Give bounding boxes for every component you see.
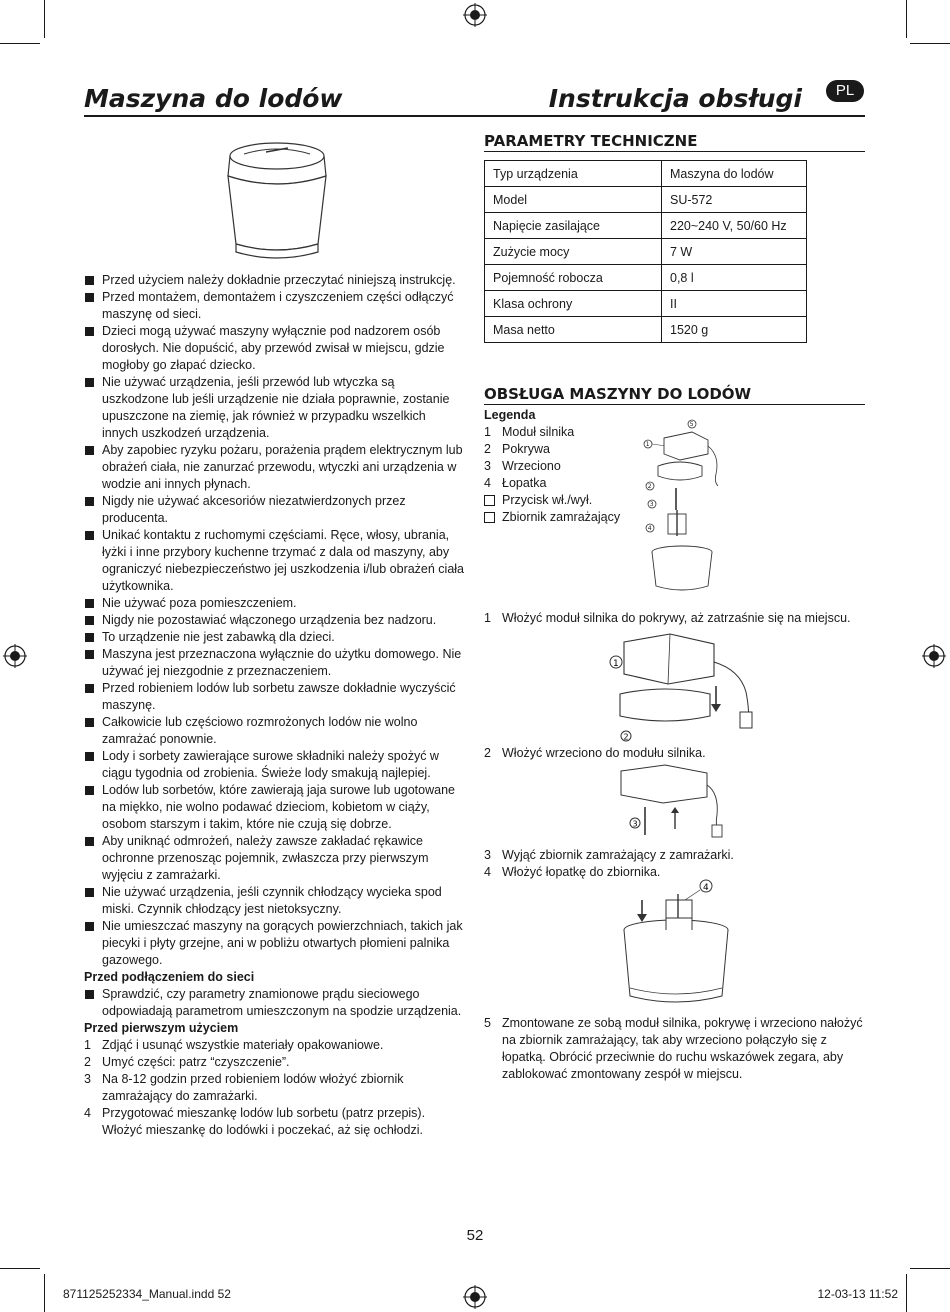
registration-mark-icon bbox=[463, 3, 487, 27]
table-row: Pojemność robocza 0,8 l bbox=[485, 265, 807, 291]
footer-filename: 871125252334_Manual.indd 52 bbox=[63, 1287, 231, 1301]
exploded-view-illustration bbox=[630, 418, 740, 596]
registration-mark-icon bbox=[3, 644, 27, 668]
table-row: Model SU-572 bbox=[485, 187, 807, 213]
list-item: Unikać kontaktu z ruchomymi częściami. Ręce, włosy, ubrania, łyżki i inne przybory kuchenne trzymać z dala od maszyny, aby ograniczyć niebezpieczeństwo jej uszkodzenia i/lub obrażeń ciała użytkownika. bbox=[84, 527, 464, 595]
list-item: Nie używać urządzenia, jeśli przewód lub wtyczka są uszkodzone lub jeśli urządzenie nie działa poprawnie, zostanie upuszczone na ziemię, jak również w przypadku wszelkich innych uszkodzeń urządzenia. bbox=[84, 374, 464, 442]
list-item: Sprawdzić, czy parametry znamionowe prądu sieciowego odpowiadają parametrom umieszczonym na spodzie urządzenia. bbox=[84, 986, 464, 1020]
list-item: Przed użyciem należy dokładnie przeczytać niniejszą instrukcję. bbox=[84, 272, 464, 289]
operation-step-1 bbox=[484, 610, 865, 627]
crop-mark bbox=[0, 43, 40, 44]
list-item: Nigdy nie pozostawiać włączonego urządzenia bez nadzoru. bbox=[84, 612, 464, 629]
document-title: Maszyna do lodów bbox=[84, 84, 343, 113]
specs-table bbox=[484, 160, 807, 343]
operation-step-2 bbox=[484, 745, 865, 762]
list-item: Dzieci mogą używać maszyny wyłącznie pod nadzorem osób dorosłych. Nie dopuścić, aby przewód zwisał w miejscu, gdzie mogłoby go złapać dziecko. bbox=[84, 323, 464, 374]
language-badge: PL bbox=[826, 80, 864, 102]
list-item: Maszyna jest przeznaczona wyłącznie do użytku domowego. Nie używać jej niezgodnie z przeznaczeniem. bbox=[84, 646, 464, 680]
operation-steps-3-4 bbox=[484, 847, 865, 881]
footer-timestamp: 12-03-13 11:52 bbox=[817, 1287, 898, 1301]
list-item: 2 Pokrywa bbox=[484, 442, 550, 456]
crop-mark bbox=[906, 0, 907, 38]
list-item: 3 Wyjąć zbiornik zamrażający z zamrażarki. bbox=[484, 848, 734, 862]
list-item: Lody i sorbety zawierające surowe składniki należy spożyć w ciągu tygodnia od zrobienia. Świeże lody smakują najlepiej. bbox=[84, 748, 464, 782]
list-item: Nie używać urządzenia, jeśli czynnik chłodzący wycieka spod miski. Czynnik chłodzący jest nietoksyczny. bbox=[84, 884, 464, 918]
list-item: 3 Wrzeciono bbox=[484, 459, 561, 473]
list-item: Przed robieniem lodów lub sorbetu zawsze dokładnie wyczyścić maszynę. bbox=[84, 680, 464, 714]
operation-rule bbox=[484, 404, 865, 405]
table-row: Typ urządzenia Maszyna do lodów bbox=[485, 161, 807, 187]
operation-heading: OBSŁUGA MASZYNY DO LODÓW bbox=[484, 385, 752, 403]
list-item: 1 Moduł silnika bbox=[484, 425, 575, 439]
svg-text:1: 1 bbox=[645, 441, 650, 448]
specs-rule bbox=[484, 151, 865, 152]
svg-text:4: 4 bbox=[703, 883, 709, 893]
page-number: 52 bbox=[466, 1227, 484, 1244]
crop-mark bbox=[910, 1268, 950, 1269]
list-item: 2 Umyć części: patrz “czyszczenie”. bbox=[84, 1055, 290, 1069]
crop-mark bbox=[906, 1274, 907, 1312]
registration-mark-icon bbox=[463, 1285, 487, 1309]
step-2-illustration bbox=[615, 763, 735, 843]
list-item: 1 Włożyć moduł silnika do pokrywy, aż zatrzaśnie się na miejscu. bbox=[484, 611, 851, 625]
crop-mark bbox=[910, 43, 950, 44]
list-item: 1 Zdjąć i usunąć wszystkie materiały opakowaniowe. bbox=[84, 1038, 384, 1052]
svg-text:4: 4 bbox=[647, 525, 652, 532]
list-item: Aby zapobiec ryzyku pożaru, porażenia prądem elektrycznym lub obrażeń ciała, nie zanurzać przewodu, wtyczki ani urządzenia w wodzie ani innych płynach. bbox=[84, 442, 464, 493]
list-item: Zbiornik zamrażający bbox=[484, 509, 644, 526]
ice-cream-maker-illustration bbox=[222, 136, 332, 260]
legend-heading: Legenda bbox=[484, 408, 536, 422]
list-item: Lodów lub sorbetów, które zawierają jaja surowe lub ugotowane na miękko, nie wolno podawać dzieciom, kobietom w ciąży, osobom starszym i takim, które nie czują się dobrze. bbox=[84, 782, 464, 833]
legend-list bbox=[484, 424, 644, 492]
step-1-illustration bbox=[600, 632, 770, 742]
step-4-illustration bbox=[618, 878, 736, 1010]
before-first-use-heading: Przed pierwszym użyciem bbox=[84, 1021, 239, 1035]
svg-text:1: 1 bbox=[613, 659, 619, 669]
list-item: 4 Włożyć łopatkę do zbiornika. bbox=[484, 865, 661, 879]
svg-text:3: 3 bbox=[649, 501, 654, 508]
table-row: Klasa ochrony II bbox=[485, 291, 807, 317]
list-item: Całkowicie lub częściowo rozmrożonych lodów nie wolno zamrażać ponownie. bbox=[84, 714, 464, 748]
crop-mark bbox=[44, 0, 45, 38]
list-item: Aby uniknąć odmrożeń, należy zawsze zakładać rękawice ochronne przenosząc pojemnik, zwłaszcza przy pierwszym wyjęciu z zamrażarki. bbox=[84, 833, 464, 884]
before-connect-list bbox=[84, 986, 464, 1020]
header-rule bbox=[84, 115, 865, 117]
crop-mark bbox=[44, 1274, 45, 1312]
registration-mark-icon bbox=[922, 644, 946, 668]
list-item: Przed montażem, demontażem i czyszczeniem części odłączyć maszynę od sieci. bbox=[84, 289, 464, 323]
svg-text:5: 5 bbox=[689, 421, 694, 428]
list-item: Nie używać poza pomieszczeniem. bbox=[84, 595, 464, 612]
svg-text:3: 3 bbox=[632, 819, 638, 829]
list-item: Przycisk wł./wył. bbox=[484, 492, 644, 509]
table-row: Napięcie zasilające 220~240 V, 50/60 Hz bbox=[485, 213, 807, 239]
before-connect-heading: Przed podłączeniem do sieci bbox=[84, 970, 255, 984]
list-item: 5 Zmontowane ze sobą moduł silnika, pokrywę i wrzeciono nałożyć na zbiornik zamrażający, tak aby wrzeciono połączyło się z łopatką. Obrócić przeciwnie do ruchu wskazówek zegara, aby zablokować zmontowany zespół w miejscu. bbox=[484, 1016, 863, 1081]
list-item: 4 Przygotować mieszankę lodów lub sorbetu (patrz przepis). Włożyć mieszankę do lodówki i poczekać, aż się ochłodzi. bbox=[84, 1106, 426, 1137]
table-row: Zużycie mocy 7 W bbox=[485, 239, 807, 265]
table-row: Masa netto 1520 g bbox=[485, 317, 807, 343]
safety-list bbox=[84, 272, 464, 969]
legend-box-list bbox=[484, 492, 644, 526]
list-item: 4 Łopatka bbox=[484, 476, 547, 490]
specs-heading: PARAMETRY TECHNICZNE bbox=[484, 132, 698, 150]
svg-text:2: 2 bbox=[623, 732, 629, 742]
list-item: To urządzenie nie jest zabawką dla dzieci. bbox=[84, 629, 464, 646]
list-item: 3 Na 8-12 godzin przed robieniem lodów włożyć zbiornik zamrażający do zamrażarki. bbox=[84, 1072, 404, 1103]
list-item: Nigdy nie używać akcesoriów niezatwierdzonych przez producenta. bbox=[84, 493, 464, 527]
crop-mark bbox=[0, 1268, 40, 1269]
first-use-steps bbox=[84, 1037, 464, 1139]
operation-step-5 bbox=[484, 1015, 865, 1083]
list-item: Nie umieszczać maszyny na gorących powierzchniach, takich jak piecyki i płyty grzejne, ani w pobliżu otwartych płomieni palnika gazowego. bbox=[84, 918, 464, 969]
svg-text:2: 2 bbox=[647, 483, 652, 490]
list-item: 2 Włożyć wrzeciono do modułu silnika. bbox=[484, 746, 706, 760]
document-subtitle: Instrukcja obsługi bbox=[548, 84, 802, 113]
